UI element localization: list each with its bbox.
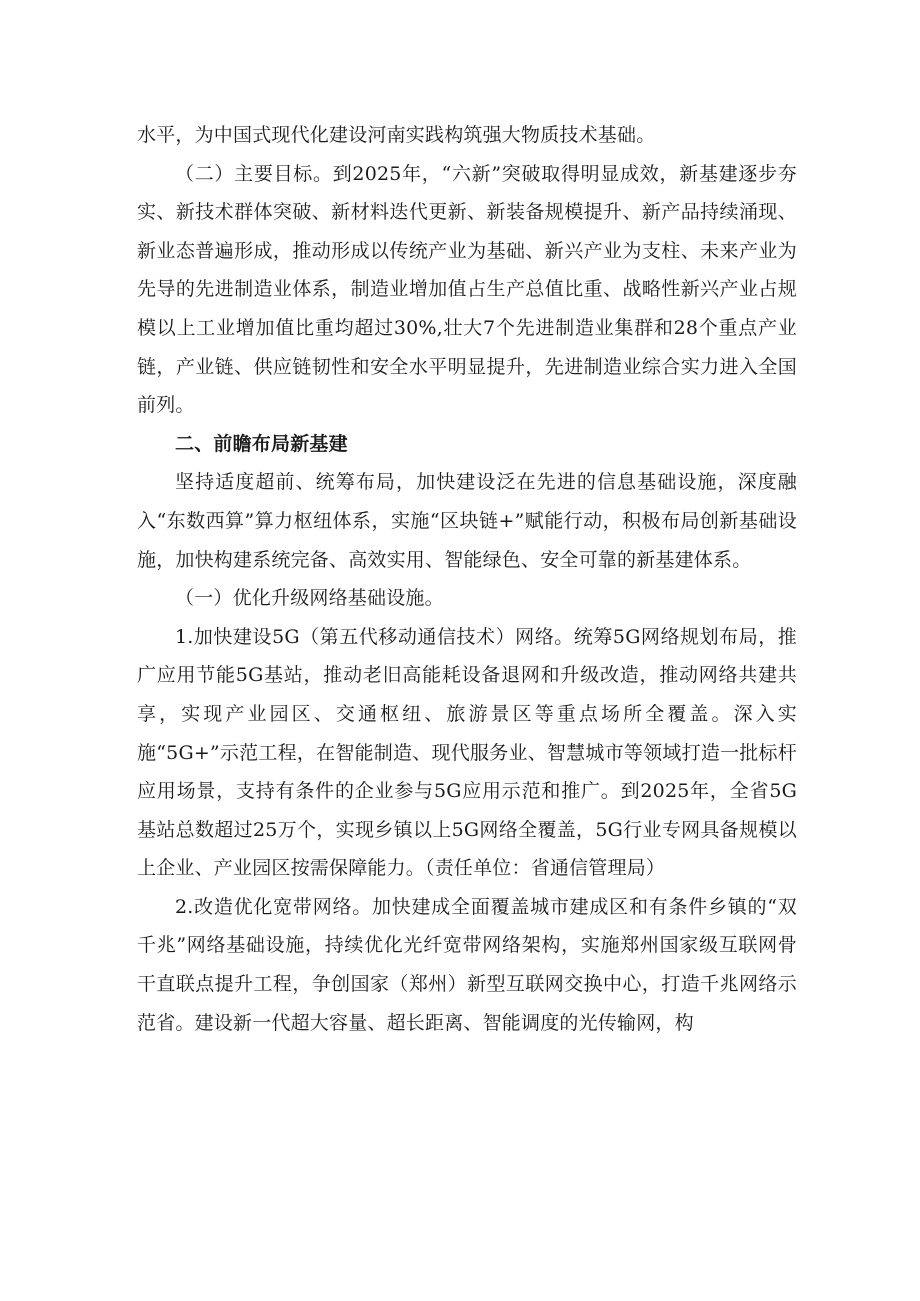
subsection-heading: （一）优化升级网络基础设施。 <box>175 587 444 610</box>
paragraph-new-infrastructure: 坚持适度超前、统筹布局，加快建设泛在先进的信息基础设施，深度融入“东数西算”算力枢纽体系，实施“区块链+”赋能行动，积极布局创新基础设施，加快构建系统完备、高效实用、智能绿色、安全可靠的新基建体系。 <box>137 471 797 571</box>
section-heading: 二、前瞻布局新基建 <box>175 432 348 455</box>
paragraph-broadband-network: 2.改造优化宽带网络。加快建成全面覆盖城市建成区和有条件乡镇的“双千兆”网络基础设施，持续优化光纤宽带网络架构，实施郑州国家级互联网骨干直联点提升工程，争创国家（郑州）新型互联网交换中心，打造千兆网络示范省。建设新一代超大容量、超长距离、智能调度的光传输网，构 <box>137 895 797 1034</box>
paragraph-main-goals: （二）主要目标。到2025年，“六新”突破取得明显成效，新基建逐步夯实、新技术群体突破、新材料迭代更新、新装备规模提升、新产品持续涌现、新业态普遍形成，推动形成以传统产业为基础、新兴产业为支柱、未来产业为先导的先进制造业体系，制造业增加值占生产总值比重、战略性新兴产业占规模以上工业增加值比重均超过30%,壮大7个先进制造业集群和28个重点产业链，产业链、供应链韧性和安全水平明显提升，先进制造业综合实力进入全国前列。 <box>137 162 797 417</box>
paragraph-5g-network: 1.加快建设5G（第五代移动通信技术）网络。统筹5G网络规划布局，推广应用节能5G基站，推动老旧高能耗设备退网和升级改造，推动网络共建共享，实现产业园区、交通枢纽、旅游景区等重点场所全覆盖。深入实施“5G+”示范工程，在智能制造、现代服务业、智慧城市等领域打造一批标杆应用场景，支持有条件的企业参与5G应用示范和推广。到2025年，全省5G基站总数超过25万个，实现乡镇以上5G网络全覆盖，5G行业专网具备规模以上企业、产业园区按需保障能力。（责任单位：省通信管理局） <box>137 625 797 880</box>
document-body <box>137 116 797 1042</box>
paragraph-continuation: 水平，为中国式现代化建设河南实践构筑强大物质技术基础。 <box>137 124 656 146</box>
